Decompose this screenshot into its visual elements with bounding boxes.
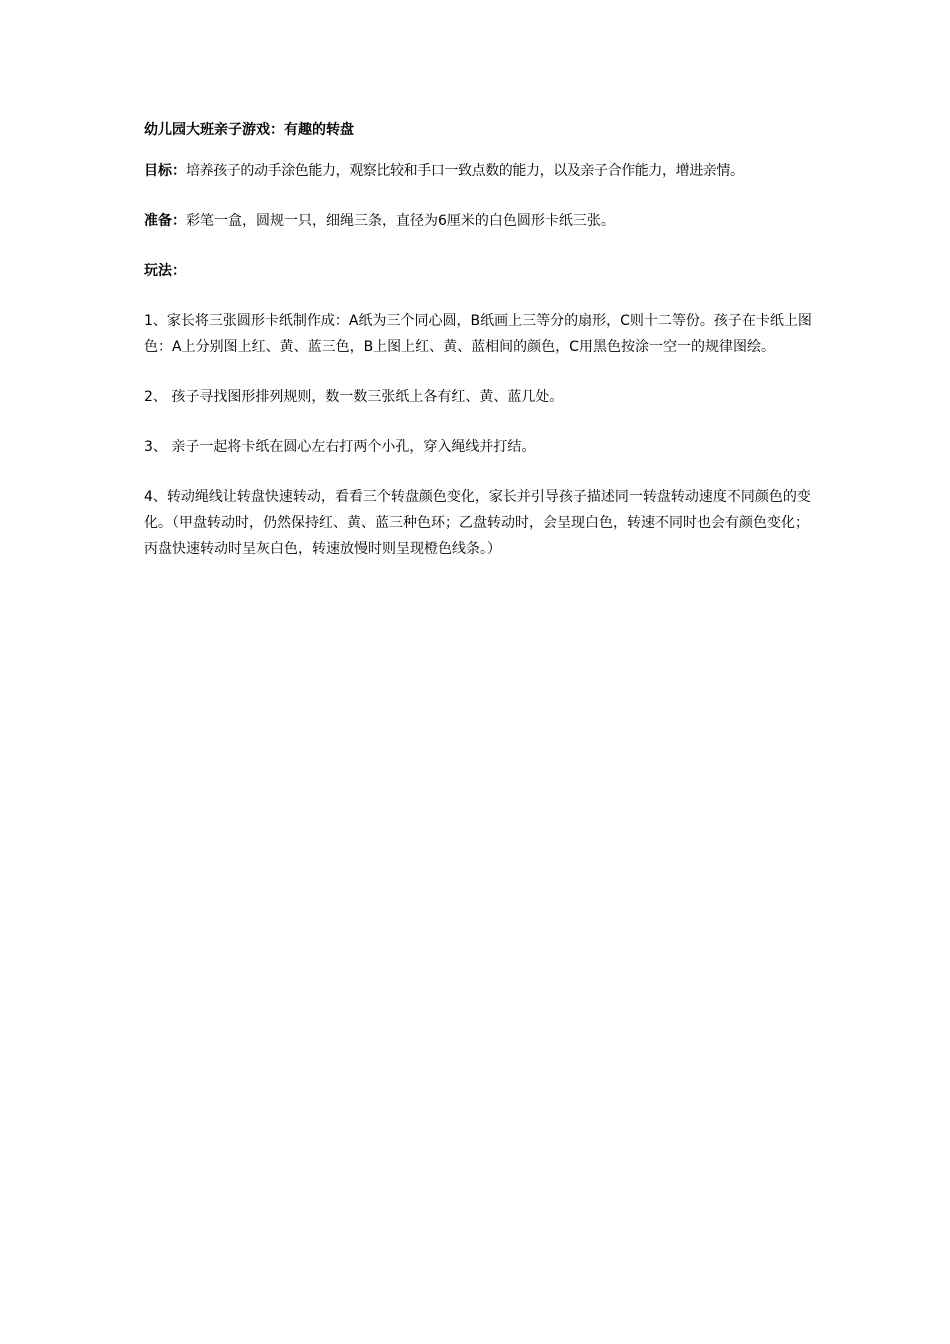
goal-paragraph — [144, 158, 820, 184]
goal-text: 培养孩子的动手涂色能力，观察比较和手口一致点数的能力，以及亲子合作能力，增进亲情。 — [186, 163, 744, 179]
document-title: 幼儿园大班亲子游戏：有趣的转盘 — [144, 122, 354, 138]
preparation-label: 准备： — [144, 213, 186, 229]
step-2: 2、 孩子寻找图形排列规则，数一数三张纸上各有红、黄、蓝几处。 — [144, 389, 564, 405]
play-label: 玩法： — [144, 263, 186, 279]
step-4: 4、转动绳线让转盘快速转动，看看三个转盘颜色变化，家长并引导孩子描述同一转盘转动速度不同颜色的变化。（甲盘转动时，仍然保持红、黄、蓝三种色环；乙盘转动时，会呈现白色，转速不同时也会有颜色变化；丙盘快速转动时呈灰白色，转速放慢时则呈现橙色线条。） — [144, 489, 811, 557]
preparation-text: 彩笔一盒，圆规一只，细绳三条，直径为6厘米的白色圆形卡纸三张。 — [186, 213, 615, 229]
step-3: 3、 亲子一起将卡纸在圆心左右打两个小孔，穿入绳线并打结。 — [144, 439, 536, 455]
goal-label: 目标： — [144, 163, 186, 179]
preparation-paragraph — [144, 208, 820, 234]
step-1: 1、家长将三张圆形卡纸制作成：A纸为三个同心圆，B纸画上三等分的扇形，C则十二等份。孩子在卡纸上图色：A上分别图上红、黄、蓝三色，B上图上红、黄、蓝相间的颜色，C用黑色按涂一空一的规律图绘。 — [144, 313, 812, 355]
document-page — [144, 118, 820, 574]
